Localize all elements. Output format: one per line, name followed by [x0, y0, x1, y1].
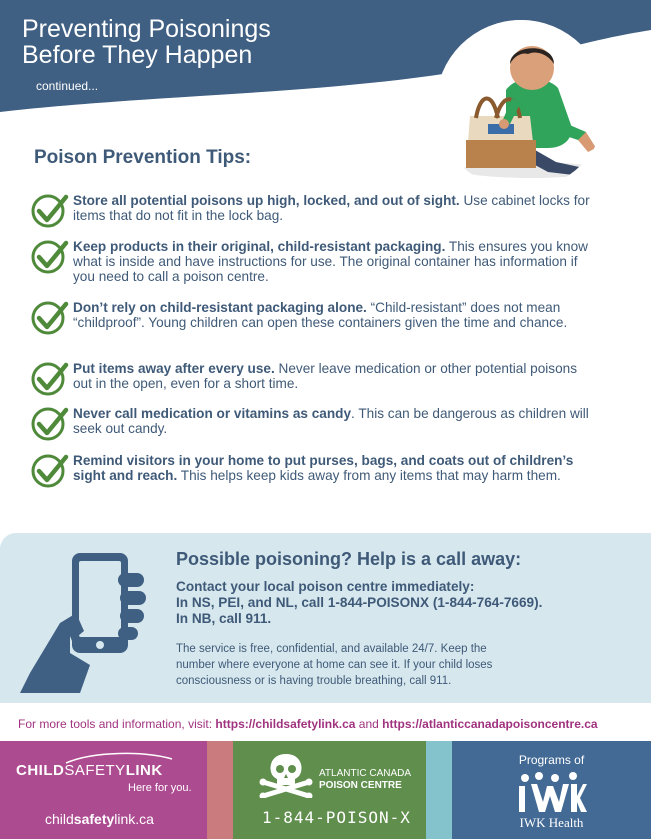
poison-centre-link[interactable]: https://atlanticcanadapoisoncentre.ca	[382, 717, 598, 731]
tip-title: Don’t rely on child-resistant packaging alone.	[73, 300, 367, 315]
child-with-bag-photo	[436, 20, 606, 190]
help-contact-line: In NS, PEI, and NL, call 1-844-POISONX (1-844-764-7669).	[176, 595, 543, 610]
footer-divider	[207, 741, 233, 839]
help-contact-line: In NB, call 911.	[176, 611, 272, 626]
more-info-line	[18, 717, 598, 731]
programs-of-label: Programs of	[518, 753, 585, 767]
page-subtitle: continued...	[36, 79, 99, 93]
tip-body: . This can be dangerous as children will seek out candy.	[73, 406, 589, 437]
check-icon	[31, 406, 69, 442]
tip-title: Never call medication or vitamins as candy	[73, 406, 352, 421]
info-prefix: For more tools and information, visit:	[18, 717, 216, 731]
tip-title: Store all potential poisons up high, locked, and out of sight.	[73, 193, 460, 208]
help-contact-line: Contact your local poison centre immediately:	[176, 579, 475, 594]
check-icon	[31, 239, 69, 275]
childsafetylink-logo: CHILDSAFETYLINK	[16, 762, 163, 779]
check-icon	[31, 361, 69, 397]
tip-body: Use cabinet locks for items that do not fit in the lock bag.	[73, 193, 590, 224]
help-contact	[176, 579, 626, 627]
check-icon	[31, 453, 69, 489]
phone-in-hand-icon	[20, 553, 150, 693]
childsafetylink-link[interactable]: https://childsafetylink.ca	[215, 717, 356, 731]
iwk-health-name: IWK Health	[519, 815, 584, 830]
info-middle: and	[355, 717, 383, 731]
tip-title: Put items away after every use.	[73, 361, 275, 376]
check-icon	[31, 300, 69, 336]
check-icon	[31, 193, 69, 229]
footer-divider	[426, 741, 452, 839]
childsafetylink-url[interactable]: childsafetylink.ca	[45, 811, 154, 827]
page-title: Preventing Poisonings Before They Happen	[22, 15, 271, 69]
tip-title: Keep products in their original, child-resistant packaging.	[73, 239, 446, 254]
help-heading: Possible poisoning? Help is a call away:	[176, 549, 522, 569]
tip-body: Never leave medication or other potential poisons out in the open, even for a short time.	[73, 361, 578, 392]
childsafetylink-panel	[0, 741, 207, 839]
poison-centre-phone[interactable]: 1-844-POISON-X	[262, 808, 411, 827]
iwk-logo-icon	[515, 772, 587, 814]
skull-crossbones-icon	[259, 752, 313, 798]
poison-centre-name: ATLANTIC CANADA POISON CENTRE	[319, 768, 412, 791]
help-note: The service is free, confidential, and available 24/7. Keep the number where everyone at home can see it. If your child loses consciousness or is having trouble breathing, call 911.	[176, 643, 493, 687]
tip-title: Remind visitors in your home to put purses, bags, and coats out of children’s sight and reach.	[73, 453, 574, 484]
tip-body: This ensures you know what is inside and have instructions for use. The original container has information if you need to call a poison centre.	[73, 239, 588, 285]
childsafetylink-tagline: Here for you.	[128, 782, 192, 794]
tips-heading: Poison Prevention Tips:	[34, 147, 252, 168]
tip-body: “Child-resistant” does not mean “childproof”. Young children can open these containers given the time and chance.	[73, 300, 568, 331]
tip-body: This helps keep kids away from any items that may harm them.	[177, 468, 561, 484]
